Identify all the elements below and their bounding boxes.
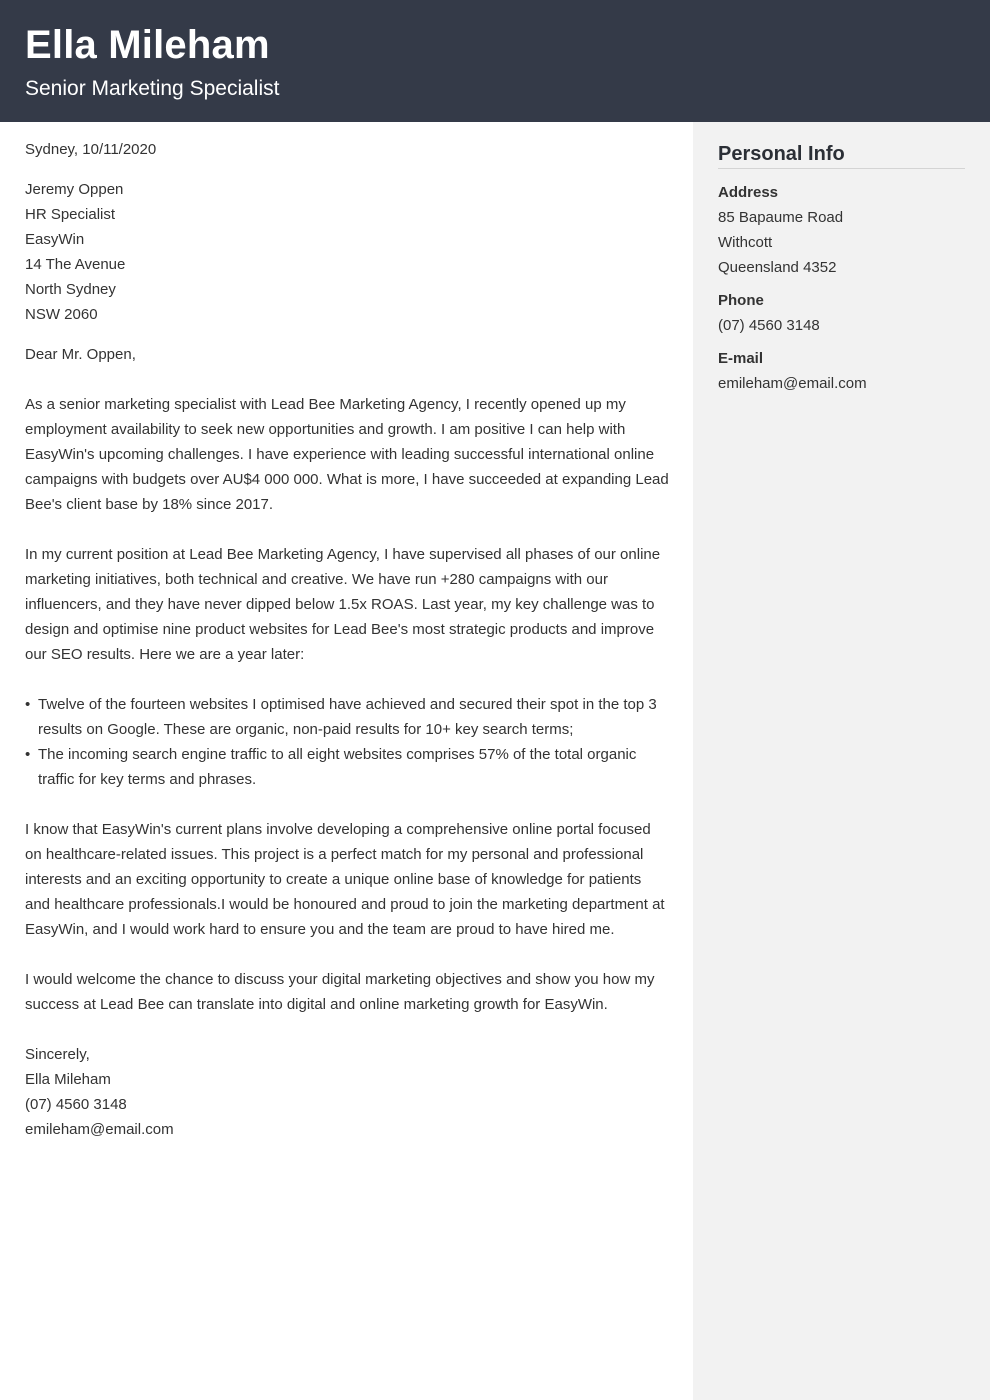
letter-body: [25, 137, 670, 1142]
signoff-closing: Sincerely,: [25, 1046, 90, 1063]
intro-paragraph: As a senior marketing specialist with Lead Bee Marketing Agency, I recently opened up my employment availability to seek new opportunities and growth. I am positive I can help with EasyWin's upcoming challenges. I have experience with leading successful international online campaigns with budgets over AU$4 000 000. What is more, I have succeeded at expanding Lead Bee's client base by 18% since 2017.: [25, 396, 669, 513]
letter-date: Sydney, 10/11/2020: [25, 141, 157, 158]
email-label: E-mail: [718, 350, 764, 367]
phone-label: Phone: [718, 292, 764, 309]
recipient-company: EasyWin: [25, 231, 85, 248]
list-item: [25, 742, 670, 792]
call-to-action-paragraph: I would welcome the chance to discuss your digital marketing objectives and show you how my success at Lead Bee can translate into digital and online marketing growth for EasyWin.: [25, 971, 655, 1013]
bullet-icon: •: [25, 746, 31, 763]
recipient-city: North Sydney: [25, 281, 116, 298]
recipient-position: HR Specialist: [25, 206, 116, 223]
applicant-name: Ella Mileham: [25, 23, 270, 67]
signoff-email: emileham@email.com: [25, 1121, 174, 1138]
phone-value: (07) 4560 3148: [718, 317, 820, 334]
bullet-icon: •: [25, 696, 31, 713]
sidebar: [693, 122, 990, 1400]
email-value: emileham@email.com: [718, 375, 867, 392]
list-item-text: Twelve of the fourteen websites I optimised have achieved and secured their spot in the top 3 results on Google. These are organic, non-paid results for 10+ key search terms;: [38, 696, 657, 738]
signoff-name: Ella Mileham: [25, 1071, 111, 1088]
personal-info: [718, 180, 965, 396]
applicant-title: Senior Marketing Specialist: [25, 77, 280, 100]
motivation-paragraph: I know that EasyWin's current plans involve developing a comprehensive online portal focused on healthcare-related issues. This project is a perfect match for my personal and professional interests and an exciting opportunity to create a unique online base of knowledge for patients and healthcare professionals.I would be honoured and proud to join the marketing department at EasyWin, and I would work hard to ensure you and the team are proud to have hired me.: [25, 821, 665, 938]
personal-info-heading: Personal Info: [718, 142, 965, 169]
header-banner: [0, 0, 990, 122]
recipient-block: [25, 177, 670, 327]
address-label: Address: [718, 184, 779, 201]
address-line: 85 Bapaume Road: [718, 209, 844, 226]
recipient-name: Jeremy Oppen: [25, 181, 124, 198]
signoff-phone: (07) 4560 3148: [25, 1096, 127, 1113]
experience-paragraph: In my current position at Lead Bee Marketing Agency, I have supervised all phases of our online marketing initiatives, both technical and creative. We have run +280 campaigns with our influencers, and they have never dipped below 1.5x ROAS. Last year, my key challenge was to design and optimise nine product websites for Lead Bee's most strategic products and improve our SEO results. Here we are a year later:: [25, 546, 661, 663]
salutation: Dear Mr. Oppen,: [25, 346, 136, 363]
recipient-postcode: NSW 2060: [25, 306, 98, 323]
address-line: Withcott: [718, 234, 773, 251]
list-item-text: The incoming search engine traffic to all eight websites comprises 57% of the total organic traffic for key terms and phrases.: [38, 746, 637, 788]
recipient-street: 14 The Avenue: [25, 256, 126, 273]
achievements-list: [25, 692, 670, 792]
address-line: Queensland 4352: [718, 259, 837, 276]
list-item: [25, 692, 670, 742]
signoff-block: [25, 1042, 670, 1142]
